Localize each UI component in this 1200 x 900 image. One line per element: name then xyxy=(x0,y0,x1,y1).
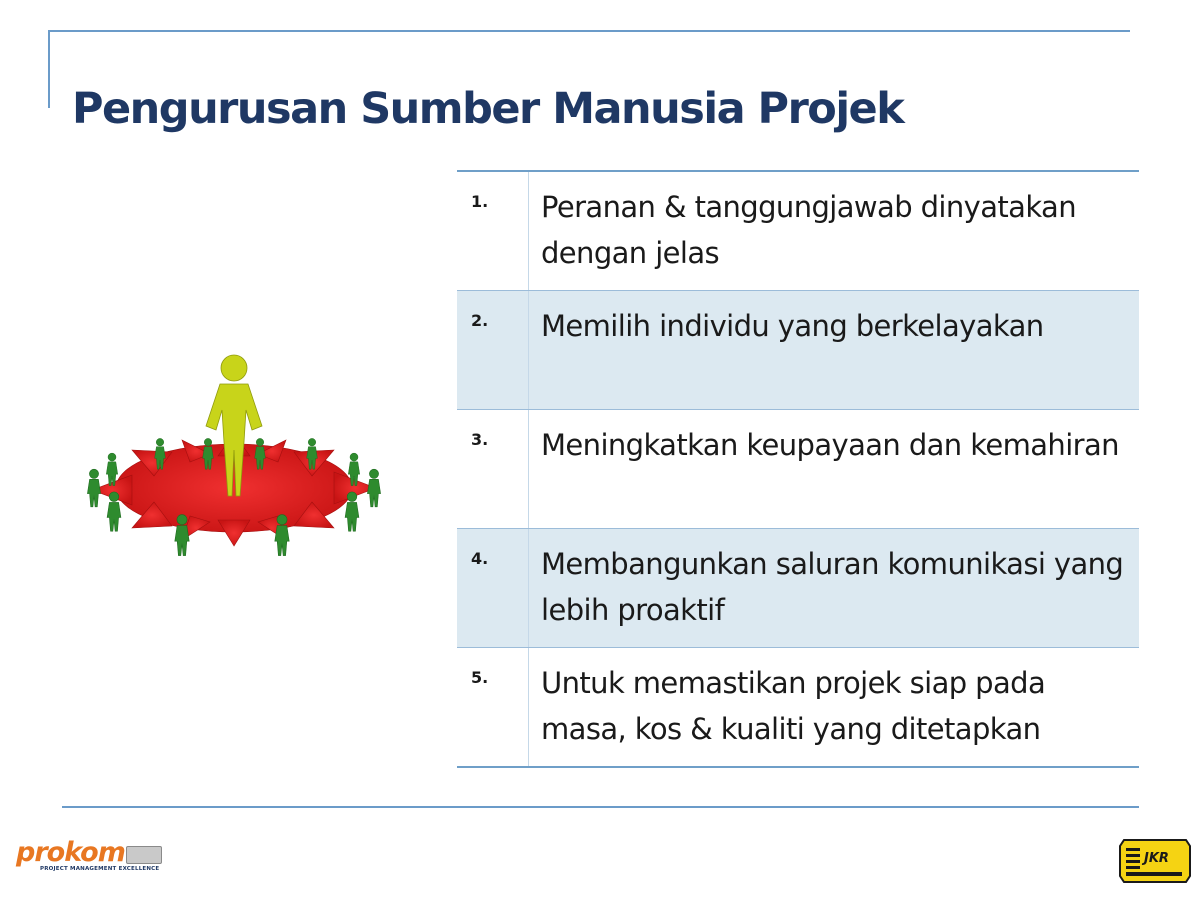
slide-title: Pengurusan Sumber Manusia Projek xyxy=(72,84,904,134)
prokom-logo xyxy=(16,838,176,878)
item-text: Untuk memastikan projek siap pada masa, kos & kualiti yang ditetapkan xyxy=(541,666,1046,746)
list-item xyxy=(457,291,1139,410)
objectives-list xyxy=(457,170,1139,768)
team-leader-illustration xyxy=(72,350,394,580)
column-divider xyxy=(528,410,529,528)
prokom-wordmark: prokom xyxy=(16,837,125,868)
frame-top-rule xyxy=(48,30,1130,32)
item-text: Membangunkan saluran komunikasi yang lebih proaktif xyxy=(541,547,1124,627)
list-item xyxy=(457,648,1139,768)
list-item xyxy=(457,529,1139,648)
item-text: Memilih individu yang berkelayakan xyxy=(541,309,1044,343)
column-divider xyxy=(528,648,529,766)
column-divider xyxy=(528,172,529,290)
item-number: 3. xyxy=(471,430,489,449)
list-item xyxy=(457,410,1139,529)
item-number: 4. xyxy=(471,549,489,568)
item-number: 1. xyxy=(471,192,489,211)
jkr-wordmark: JKR xyxy=(1144,851,1169,866)
item-text: Peranan & tanggungjawab dinyatakan dengan jelas xyxy=(541,190,1076,270)
item-number: 5. xyxy=(471,668,489,687)
list-item xyxy=(457,172,1139,291)
frame-left-rule xyxy=(48,30,50,108)
footer-rule xyxy=(62,806,1139,808)
prokom-tagline: PROJECT MANAGEMENT EXCELLENCE xyxy=(40,866,160,872)
prokom-badge-icon xyxy=(126,846,162,864)
item-text: Meningkatkan keupayaan dan kemahiran xyxy=(541,428,1119,462)
column-divider xyxy=(528,529,529,647)
jkr-logo xyxy=(1118,836,1192,886)
item-number: 2. xyxy=(471,311,489,330)
column-divider xyxy=(528,291,529,409)
